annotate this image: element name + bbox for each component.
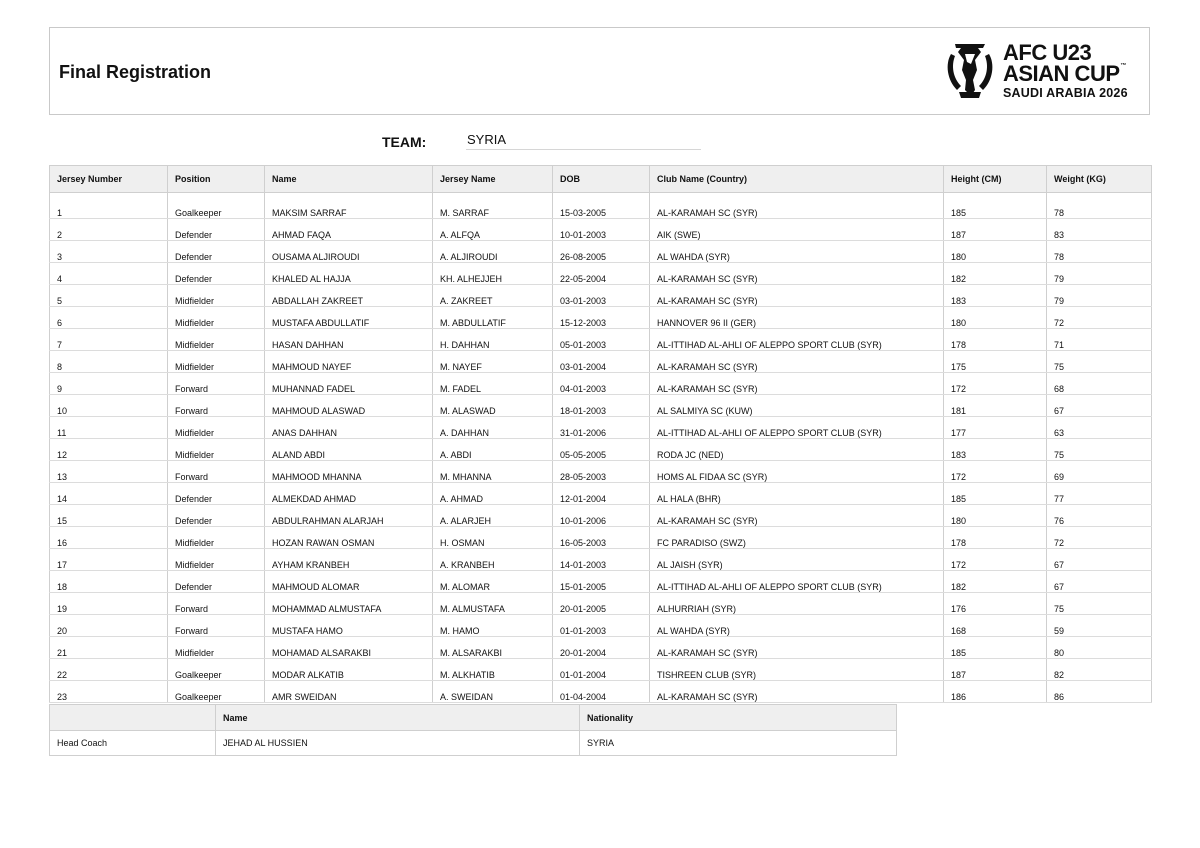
cell-jersey-name: H. OSMAN (433, 527, 553, 549)
cell-height: 187 (944, 659, 1047, 681)
table-row (50, 571, 1152, 593)
header-box (49, 27, 1150, 115)
cell-jersey-number: 4 (50, 263, 168, 285)
cell-position: Midfielder (168, 637, 265, 659)
cell-weight: 63 (1047, 417, 1152, 439)
cell-player-name: ANAS DAHHAN (265, 417, 433, 439)
table-row (50, 681, 1152, 703)
cell-weight: 77 (1047, 483, 1152, 505)
cell-dob: 15-03-2005 (553, 193, 650, 219)
cell-weight: 75 (1047, 593, 1152, 615)
cell-player-name: MUHANNAD FADEL (265, 373, 433, 395)
cell-jersey-number: 16 (50, 527, 168, 549)
cell-club: AL-KARAMAH SC (SYR) (650, 263, 944, 285)
logo-line-saudi-arabia-2026: SAUDI ARABIA 2026 (1003, 86, 1128, 100)
cell-weight: 76 (1047, 505, 1152, 527)
trademark-symbol: ™ (1120, 63, 1127, 69)
cell-jersey-number: 20 (50, 615, 168, 637)
cell-height: 182 (944, 571, 1047, 593)
cell-player-name: AYHAM KRANBEH (265, 549, 433, 571)
table-row (50, 417, 1152, 439)
cell-jersey-name: M. ALSARAKBI (433, 637, 553, 659)
cell-height: 183 (944, 439, 1047, 461)
cell-weight: 83 (1047, 219, 1152, 241)
column-header-nationality: Nationality (580, 705, 897, 731)
cell-club: AL WAHDA (SYR) (650, 615, 944, 637)
cell-weight: 72 (1047, 527, 1152, 549)
column-header-weight: Weight (KG) (1047, 166, 1152, 193)
cell-position: Goalkeeper (168, 681, 265, 703)
cell-height: 183 (944, 285, 1047, 307)
cell-player-name: HOZAN RAWAN OSMAN (265, 527, 433, 549)
cell-jersey-number: 1 (50, 193, 168, 219)
logo-line-asian-cup: ASIAN CUP (1003, 61, 1120, 86)
cell-player-name: AMR SWEIDAN (265, 681, 433, 703)
column-header-position: Position (168, 166, 265, 193)
cell-height: 172 (944, 373, 1047, 395)
cell-club: TISHREEN CLUB (SYR) (650, 659, 944, 681)
coach-name: JEHAD AL HUSSIEN (216, 731, 580, 756)
cell-height: 185 (944, 193, 1047, 219)
table-row (50, 483, 1152, 505)
column-header-height: Height (CM) (944, 166, 1047, 193)
cell-height: 178 (944, 329, 1047, 351)
column-header-jersey-name: Jersey Name (433, 166, 553, 193)
coach-table (49, 704, 897, 756)
cell-height: 186 (944, 681, 1047, 703)
cell-jersey-name: A. ALARJEH (433, 505, 553, 527)
cell-dob: 22-05-2004 (553, 263, 650, 285)
cell-position: Goalkeeper (168, 659, 265, 681)
cell-club: AIK (SWE) (650, 219, 944, 241)
cell-weight: 67 (1047, 395, 1152, 417)
cell-dob: 14-01-2003 (553, 549, 650, 571)
cell-dob: 04-01-2003 (553, 373, 650, 395)
cell-jersey-number: 8 (50, 351, 168, 373)
team-label: TEAM: (382, 134, 427, 150)
table-row (50, 285, 1152, 307)
cell-jersey-name: M. MHANNA (433, 461, 553, 483)
cell-dob: 03-01-2003 (553, 285, 650, 307)
cell-player-name: HASAN DAHHAN (265, 329, 433, 351)
cell-dob: 01-04-2004 (553, 681, 650, 703)
cell-club: AL-KARAMAH SC (SYR) (650, 681, 944, 703)
cell-jersey-number: 12 (50, 439, 168, 461)
column-header-jersey-number: Jersey Number (50, 166, 168, 193)
cell-position: Forward (168, 373, 265, 395)
cell-jersey-name: M. ABDULLATIF (433, 307, 553, 329)
cell-position: Defender (168, 483, 265, 505)
cell-player-name: ALMEKDAD AHMAD (265, 483, 433, 505)
cell-height: 175 (944, 351, 1047, 373)
cell-jersey-name: M. ALKHATIB (433, 659, 553, 681)
team-value: SYRIA (466, 132, 701, 150)
cell-dob: 18-01-2003 (553, 395, 650, 417)
cell-jersey-number: 21 (50, 637, 168, 659)
cell-jersey-name: A. ALFQA (433, 219, 553, 241)
cell-weight: 67 (1047, 549, 1152, 571)
table-row (50, 193, 1152, 219)
cell-height: 177 (944, 417, 1047, 439)
page-title: Final Registration (59, 62, 212, 82)
cell-club: AL-ITTIHAD AL-AHLI OF ALEPPO SPORT CLUB (SYR) (650, 417, 944, 439)
table-row (50, 593, 1152, 615)
cell-height: 168 (944, 615, 1047, 637)
cell-club: HOMS AL FIDAA SC (SYR) (650, 461, 944, 483)
cell-jersey-number: 17 (50, 549, 168, 571)
cell-height: 176 (944, 593, 1047, 615)
cell-position: Defender (168, 505, 265, 527)
cell-player-name: MOHAMMAD ALMUSTAFA (265, 593, 433, 615)
cell-club: AL SALMIYA SC (KUW) (650, 395, 944, 417)
cell-position: Defender (168, 219, 265, 241)
cell-jersey-number: 11 (50, 417, 168, 439)
cell-jersey-name: A. ALJIROUDI (433, 241, 553, 263)
cell-dob: 10-01-2003 (553, 219, 650, 241)
cell-weight: 59 (1047, 615, 1152, 637)
cell-position: Midfielder (168, 439, 265, 461)
cell-position: Midfielder (168, 351, 265, 373)
logo-line-afc-u23: AFC U23 (1003, 40, 1092, 65)
cell-club: FC PARADISO (SWZ) (650, 527, 944, 549)
table-row (50, 659, 1152, 681)
cell-weight: 72 (1047, 307, 1152, 329)
table-row (50, 615, 1152, 637)
cell-weight: 86 (1047, 681, 1152, 703)
cell-jersey-name: A. AHMAD (433, 483, 553, 505)
coach-table-header (50, 705, 897, 731)
cell-dob: 03-01-2004 (553, 351, 650, 373)
cell-dob: 26-08-2005 (553, 241, 650, 263)
coach-row (50, 731, 897, 756)
cell-position: Midfielder (168, 285, 265, 307)
cell-jersey-name: A. ZAKREET (433, 285, 553, 307)
cell-jersey-number: 7 (50, 329, 168, 351)
cell-jersey-name: A. KRANBEH (433, 549, 553, 571)
cell-weight: 80 (1047, 637, 1152, 659)
column-header-coach-name: Name (216, 705, 580, 731)
cell-weight: 75 (1047, 439, 1152, 461)
cell-jersey-number: 2 (50, 219, 168, 241)
cell-player-name: MAHMOOD MHANNA (265, 461, 433, 483)
cell-position: Defender (168, 263, 265, 285)
cell-jersey-name: KH. ALHEJJEH (433, 263, 553, 285)
table-row (50, 549, 1152, 571)
cell-jersey-number: 23 (50, 681, 168, 703)
cell-jersey-name: M. FADEL (433, 373, 553, 395)
cell-club: RODA JC (NED) (650, 439, 944, 461)
cell-player-name: MAKSIM SARRAF (265, 193, 433, 219)
table-row (50, 263, 1152, 285)
cell-weight: 78 (1047, 193, 1152, 219)
cell-club: AL-KARAMAH SC (SYR) (650, 373, 944, 395)
cell-height: 180 (944, 241, 1047, 263)
cell-jersey-name: H. DAHHAN (433, 329, 553, 351)
cell-player-name: OUSAMA ALJIROUDI (265, 241, 433, 263)
table-row (50, 219, 1152, 241)
players-table (49, 165, 1152, 703)
cell-club: AL-KARAMAH SC (SYR) (650, 193, 944, 219)
cell-club: AL-KARAMAH SC (SYR) (650, 637, 944, 659)
table-row (50, 241, 1152, 263)
cell-jersey-number: 18 (50, 571, 168, 593)
cell-dob: 05-05-2005 (553, 439, 650, 461)
cell-club: AL JAISH (SYR) (650, 549, 944, 571)
cell-player-name: ABDALLAH ZAKREET (265, 285, 433, 307)
cell-player-name: MAHMOUD ALOMAR (265, 571, 433, 593)
cell-position: Forward (168, 395, 265, 417)
coach-role: Head Coach (50, 731, 216, 756)
cell-weight: 75 (1047, 351, 1152, 373)
cell-jersey-number: 5 (50, 285, 168, 307)
cell-jersey-name: M. SARRAF (433, 193, 553, 219)
cell-height: 182 (944, 263, 1047, 285)
cell-jersey-name: M. ALASWAD (433, 395, 553, 417)
table-row (50, 373, 1152, 395)
cell-club: AL-KARAMAH SC (SYR) (650, 505, 944, 527)
cell-position: Defender (168, 241, 265, 263)
cell-dob: 28-05-2003 (553, 461, 650, 483)
cell-player-name: ABDULRAHMAN ALARJAH (265, 505, 433, 527)
cell-weight: 82 (1047, 659, 1152, 681)
cell-position: Midfielder (168, 329, 265, 351)
column-header-dob: DOB (553, 166, 650, 193)
cell-height: 185 (944, 637, 1047, 659)
cell-player-name: MODAR ALKATIB (265, 659, 433, 681)
cell-dob: 01-01-2004 (553, 659, 650, 681)
table-row (50, 505, 1152, 527)
table-row (50, 527, 1152, 549)
cell-position: Forward (168, 615, 265, 637)
cell-jersey-name: A. SWEIDAN (433, 681, 553, 703)
cell-club: AL-KARAMAH SC (SYR) (650, 285, 944, 307)
cell-position: Forward (168, 593, 265, 615)
cell-dob: 12-01-2004 (553, 483, 650, 505)
table-row (50, 439, 1152, 461)
cell-club: AL HALA (BHR) (650, 483, 944, 505)
coach-nationality: SYRIA (580, 731, 897, 756)
cell-position: Midfielder (168, 527, 265, 549)
cell-weight: 67 (1047, 571, 1152, 593)
cell-jersey-number: 22 (50, 659, 168, 681)
cell-club: AL-KARAMAH SC (SYR) (650, 351, 944, 373)
cell-player-name: KHALED AL HAJJA (265, 263, 433, 285)
cell-weight: 79 (1047, 263, 1152, 285)
cell-club: AL-ITTIHAD AL-AHLI OF ALEPPO SPORT CLUB (SYR) (650, 571, 944, 593)
column-header-role (50, 705, 216, 731)
cell-jersey-number: 10 (50, 395, 168, 417)
cell-height: 187 (944, 219, 1047, 241)
cell-weight: 79 (1047, 285, 1152, 307)
cell-position: Midfielder (168, 417, 265, 439)
cell-height: 180 (944, 505, 1047, 527)
cell-position: Goalkeeper (168, 193, 265, 219)
cell-club: HANNOVER 96 II (GER) (650, 307, 944, 329)
cell-jersey-number: 19 (50, 593, 168, 615)
cell-dob: 31-01-2006 (553, 417, 650, 439)
cell-dob: 20-01-2004 (553, 637, 650, 659)
cell-dob: 15-01-2005 (553, 571, 650, 593)
cell-dob: 16-05-2003 (553, 527, 650, 549)
cell-jersey-name: M. HAMO (433, 615, 553, 637)
cell-dob: 10-01-2006 (553, 505, 650, 527)
cell-position: Defender (168, 571, 265, 593)
cell-player-name: MAHMOUD ALASWAD (265, 395, 433, 417)
cell-jersey-number: 14 (50, 483, 168, 505)
table-row (50, 351, 1152, 373)
cell-height: 172 (944, 549, 1047, 571)
cell-jersey-name: M. ALMUSTAFA (433, 593, 553, 615)
cell-player-name: MUSTAFA ABDULLATIF (265, 307, 433, 329)
table-row (50, 637, 1152, 659)
cell-club: AL-ITTIHAD AL-AHLI OF ALEPPO SPORT CLUB (SYR) (650, 329, 944, 351)
cell-dob: 05-01-2003 (553, 329, 650, 351)
cell-height: 185 (944, 483, 1047, 505)
cell-position: Forward (168, 461, 265, 483)
cell-weight: 78 (1047, 241, 1152, 263)
cell-player-name: MAHMOUD NAYEF (265, 351, 433, 373)
cell-jersey-name: A. DAHHAN (433, 417, 553, 439)
trophy-icon (945, 40, 997, 100)
cell-dob: 01-01-2003 (553, 615, 650, 637)
cell-jersey-number: 9 (50, 373, 168, 395)
table-row (50, 461, 1152, 483)
cell-jersey-number: 3 (50, 241, 168, 263)
cell-weight: 69 (1047, 461, 1152, 483)
cell-jersey-name: M. ALOMAR (433, 571, 553, 593)
cell-dob: 15-12-2003 (553, 307, 650, 329)
cell-player-name: MOHAMAD ALSARAKBI (265, 637, 433, 659)
cell-weight: 68 (1047, 373, 1152, 395)
players-table-body (50, 193, 1152, 703)
table-row (50, 395, 1152, 417)
cell-position: Midfielder (168, 307, 265, 329)
cell-jersey-name: M. NAYEF (433, 351, 553, 373)
cell-player-name: MUSTAFA HAMO (265, 615, 433, 637)
afc-u23-asian-cup-logo (945, 40, 1135, 100)
cell-club: ALHURRIAH (SYR) (650, 593, 944, 615)
cell-weight: 71 (1047, 329, 1152, 351)
players-table-header (50, 166, 1152, 193)
cell-player-name: AHMAD FAQA (265, 219, 433, 241)
cell-height: 172 (944, 461, 1047, 483)
cell-player-name: ALAND ABDI (265, 439, 433, 461)
cell-height: 180 (944, 307, 1047, 329)
cell-jersey-number: 13 (50, 461, 168, 483)
cell-height: 178 (944, 527, 1047, 549)
cell-jersey-name: A. ABDI (433, 439, 553, 461)
cell-jersey-number: 6 (50, 307, 168, 329)
cell-club: AL WAHDA (SYR) (650, 241, 944, 263)
cell-dob: 20-01-2005 (553, 593, 650, 615)
cell-position: Midfielder (168, 549, 265, 571)
table-row (50, 329, 1152, 351)
column-header-name: Name (265, 166, 433, 193)
table-row (50, 307, 1152, 329)
cell-height: 181 (944, 395, 1047, 417)
column-header-club: Club Name (Country) (650, 166, 944, 193)
cell-jersey-number: 15 (50, 505, 168, 527)
